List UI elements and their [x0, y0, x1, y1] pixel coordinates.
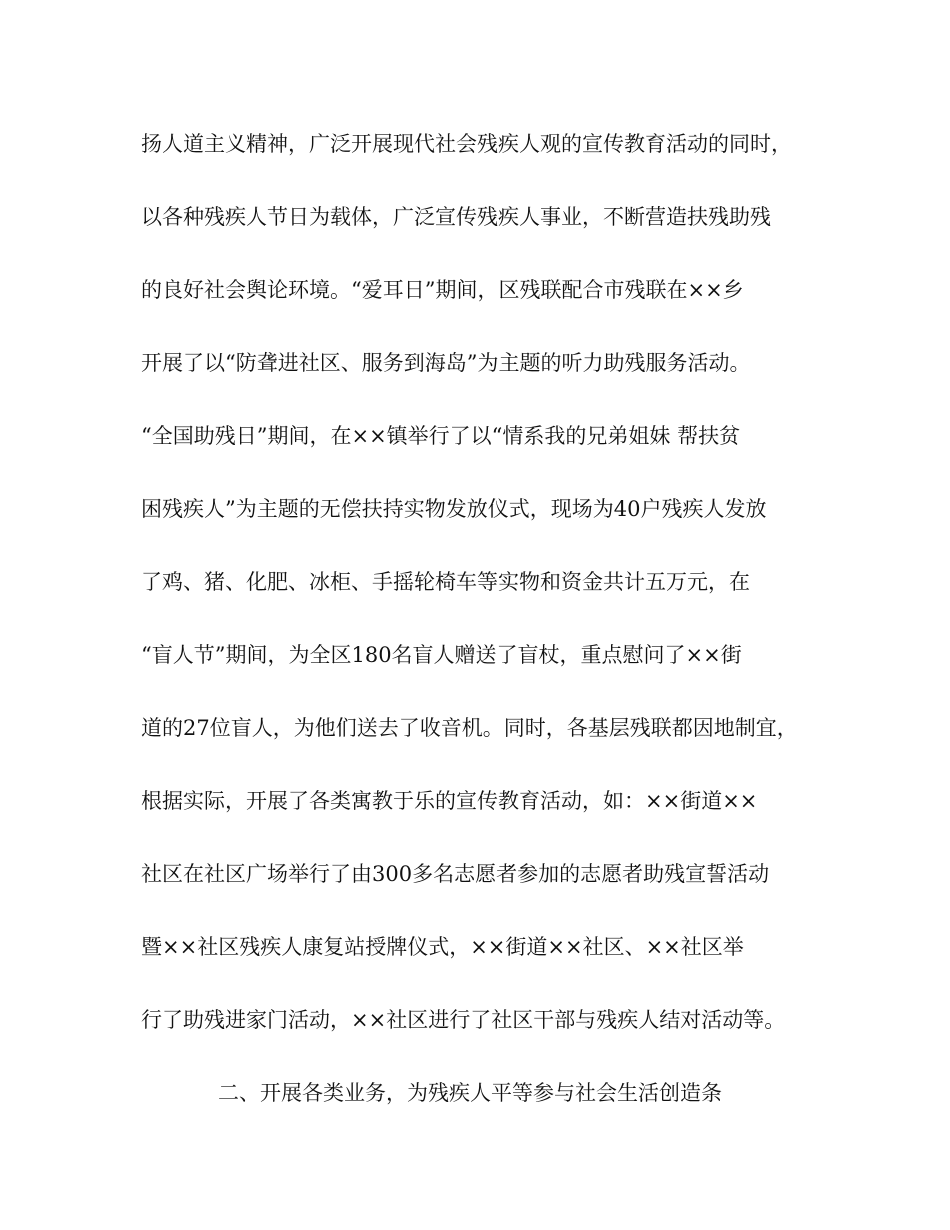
- paragraph-line-2: 以各种残疾人节日为载体，广泛宣传残疾人事业，不断营造扶残助残: [141, 205, 771, 229]
- paragraph-line-6: 困残疾人”为主题的无偿扶持实物发放仪式，现场为40户残疾人发放: [141, 497, 767, 521]
- paragraph-line-4: 开展了以“防聋进社区、服务到海岛”为主题的听力助残服务活动。: [141, 351, 751, 375]
- section-heading: 二、开展各类业务，为残疾人平等参与社会生活创造条: [218, 1081, 722, 1105]
- paragraph-line-5: “全国助残日”期间，在××镇举行了以“情系我的兄弟姐妹 帮扶贫: [141, 424, 741, 448]
- paragraph-line-3: 的良好社会舆论环境。“爱耳日”期间，区残联配合市残联在××乡: [141, 278, 744, 302]
- paragraph-line-1: 扬人道主义精神，广泛开展现代社会残疾人观的宣传教育活动的同时，: [141, 132, 792, 156]
- paragraph-line-11: 社区在社区广场举行了由300多名志愿者参加的志愿者助残宣誓活动: [141, 862, 770, 886]
- paragraph-line-10: 根据实际，开展了各类寓教于乐的宣传教育活动，如：××街道××: [141, 789, 758, 813]
- paragraph-line-9: 道的27位盲人，为他们送去了收音机。同时，各基层残联都因地制宜，: [141, 716, 798, 740]
- paragraph-line-7: 了鸡、猪、化肥、冰柜、手摇轮椅车等实物和资金共计五万元，在: [141, 570, 750, 594]
- paragraph-line-8: “盲人节”期间，为全区180名盲人赠送了盲杖，重点慰问了××街: [141, 643, 742, 667]
- paragraph-line-12: 暨××社区残疾人康复站授牌仪式，××街道××社区、××社区举: [141, 935, 744, 959]
- paragraph-line-13: 行了助残进家门活动，××社区进行了社区干部与残疾人结对活动等。: [141, 1008, 786, 1032]
